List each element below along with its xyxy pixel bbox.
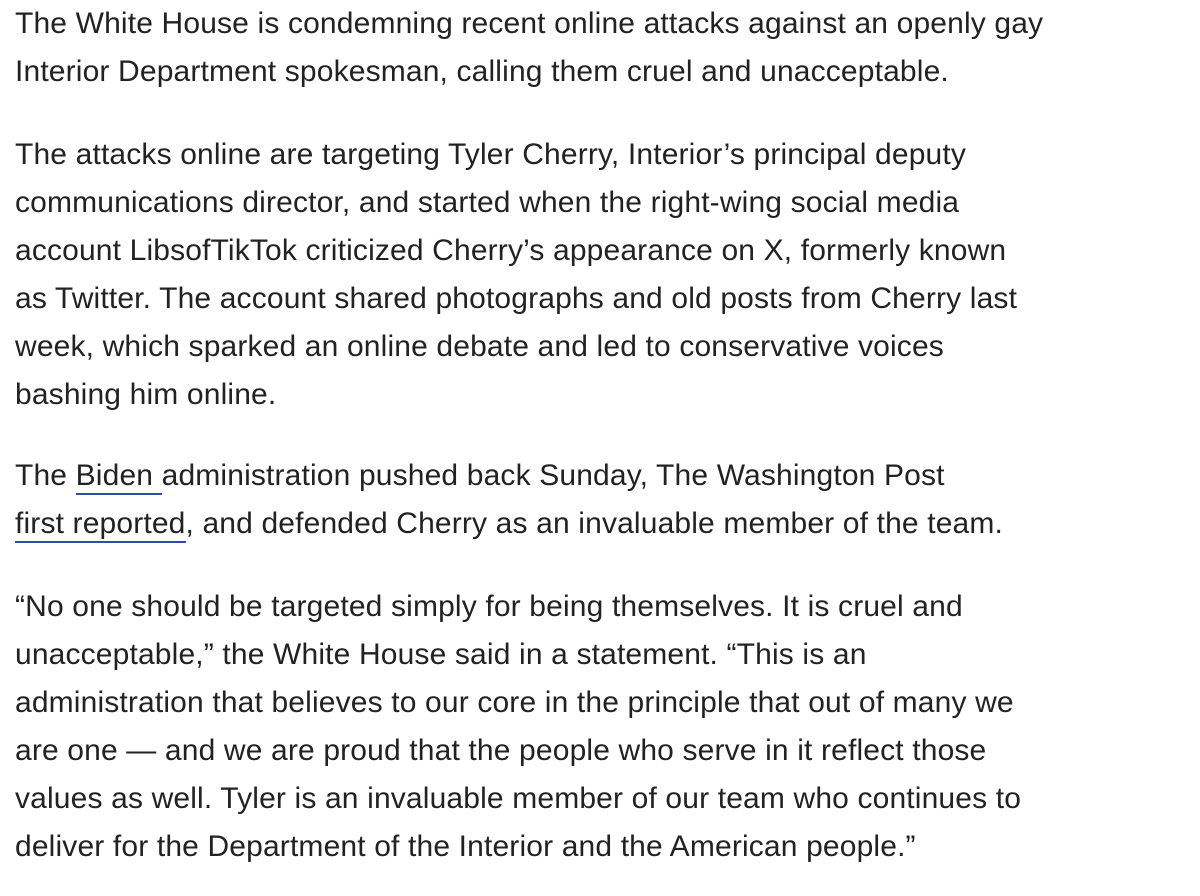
biden-link[interactable]: Biden (76, 459, 162, 495)
text-line: values as well. Tyler is an invaluable member of our team who continues to (15, 782, 1022, 815)
text-line: communications director, and started when the right-wing social media (15, 186, 960, 219)
text-line: administration that believes to our core in the principle that out of many we (15, 686, 1014, 719)
text-line (15, 500, 1190, 548)
text-line (15, 452, 1190, 500)
text-line: “No one should be targeted simply for being themselves. It is cruel and (15, 590, 963, 623)
text-line: account LibsofTikTok criticized Cherry’s appearance on X, formerly known (15, 234, 1007, 267)
text-line: bashing him online. (15, 378, 277, 411)
paragraph-3 (15, 452, 1190, 548)
text-line: The attacks online are targeting Tyler Cherry, Interior’s principal deputy (15, 138, 967, 171)
text-line: are one — and we are proud that the people who serve in it reflect those (15, 734, 987, 767)
text-line: The White House is condemning recent online attacks against an openly gay (15, 7, 1044, 40)
text-segment: administration pushed back Sunday, The Washington Post (161, 459, 945, 492)
text-line: Interior Department spokesman, calling them cruel and unacceptable. (15, 55, 949, 88)
paragraph-1 (15, 0, 1190, 96)
first-reported-link[interactable]: first reported (15, 507, 186, 543)
text-line: unacceptable,” the White House said in a statement. “This is an (15, 638, 867, 671)
paragraph-2 (15, 131, 1190, 419)
text-line: week, which sparked an online debate and led to conservative voices (15, 330, 944, 363)
text-line: as Twitter. The account shared photographs and old posts from Cherry last (15, 282, 1018, 315)
text-line: deliver for the Department of the Interior and the American people.” (15, 830, 916, 863)
paragraph-4 (15, 583, 1190, 871)
text-segment: The (15, 459, 76, 492)
text-segment: , and defended Cherry as an invaluable member of the team. (185, 507, 1004, 540)
